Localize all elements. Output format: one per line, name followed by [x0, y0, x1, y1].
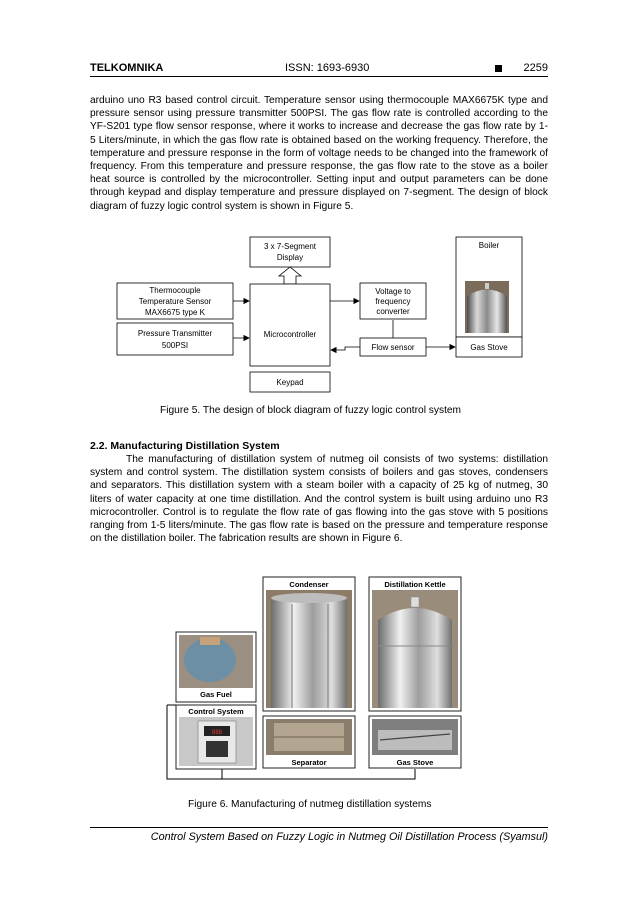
kettle-photo — [378, 608, 452, 708]
condenser-photo — [271, 598, 347, 708]
gas-fuel-label: Gas Fuel — [200, 690, 232, 699]
section-title: 2.2. Manufacturing Distillation System — [90, 440, 280, 452]
flow-sensor-label: Flow sensor — [371, 343, 415, 352]
figure5-caption: Figure 5. The design of block diagram of fuzzy logic control system — [160, 405, 462, 416]
pressure-label-2: 500PSI — [161, 341, 189, 350]
page-footer: Control System Based on Fuzzy Logic in Nutmeg Oil Distillation Process (Syamsul) — [90, 827, 548, 843]
v2f-label-2: frequency — [375, 297, 411, 306]
svg-text:888: 888 — [211, 730, 223, 736]
gas-stove-label: Gas Stove — [470, 343, 508, 352]
condenser-label: Condenser — [289, 580, 329, 589]
thermocouple-label-2: Temperature Sensor — [138, 297, 212, 306]
journal-name: TELKOMNIKA — [90, 62, 164, 74]
microcontroller-label: Microcontroller — [263, 330, 317, 339]
paragraph-intro: arduino uno R3 based control circuit. Temperature sensor using thermocouple MAX6675K type and pressure sensor using pressure transmitter 500PSI. The gas flow rate is controlled according to the YF-S201 type flow sensor response, where it works to increase and decrease the gas flow rate by 1-5 Liters/minute, in which the gas flow rate is obtained based on the working frequency. Therefore, the temperature and pressure response in the form of voltage needs to be changed into the framework of frequency. From this temperature and pressure response, the gas flow rate to the stove as a boiler heat source is controlled by the microcontroller. Setting input and output parameters can be done through keypad and display temperature and pressure displayed on 7-segment. The design of block diagram of fuzzy logic control system is shown in Figure 5. — [90, 95, 548, 212]
paragraph-manufacturing-text: The manufacturing of distillation system of nutmeg oil consists of two systems: distillation system and control system. The distillation system consists of boilers and gas stoves, condensers and separators. This distillation system with a steam boiler with a capacity of 25 kg of nutmeg, 30 liters of water capacity at one time distillation. And the control system is built using arduino uno R3 microcontroller. Control is to regulate the flow rate of gas flowing into the gas stove with 5 positions ranging from 1-5 liters/minute. The gas flow rate is based on the pressure and temperature response on the distillation boiler. The fabrication results are shown in Figure 6. — [90, 454, 548, 545]
issn: ISSN: 1693-6930 — [285, 62, 370, 74]
figure6-caption: Figure 6. Manufacturing of nutmeg distillation systems — [188, 799, 432, 810]
v2f-label-3: converter — [376, 307, 410, 316]
gas-stove-photo-label: Gas Stove — [396, 758, 434, 767]
keypad-label: Keypad — [276, 378, 304, 387]
thermocouple-label-1: Thermocouple — [149, 286, 201, 295]
gas-stove-photo — [378, 730, 452, 750]
kettle-label: Distillation Kettle — [384, 580, 446, 589]
control-system-label: Control System — [188, 707, 244, 716]
display-label-1: 3 x 7-Segment — [263, 242, 317, 251]
separator-panel — [263, 716, 355, 768]
gas-stove-panel — [369, 716, 461, 768]
gas-fuel-panel — [176, 632, 256, 702]
page-number: 2259 — [523, 62, 548, 74]
display-label-2: Display — [276, 253, 304, 262]
thermocouple-label-3: MAX6675 type K — [144, 308, 206, 317]
separator-label: Separator — [291, 758, 327, 767]
control-system-panel — [176, 705, 256, 769]
kettle-panel — [369, 577, 461, 711]
pressure-label-1: Pressure Transmitter — [137, 329, 213, 338]
condenser-panel — [263, 577, 355, 711]
v2f-label-1: Voltage to — [375, 287, 411, 296]
boiler-label: Boiler — [478, 241, 500, 250]
